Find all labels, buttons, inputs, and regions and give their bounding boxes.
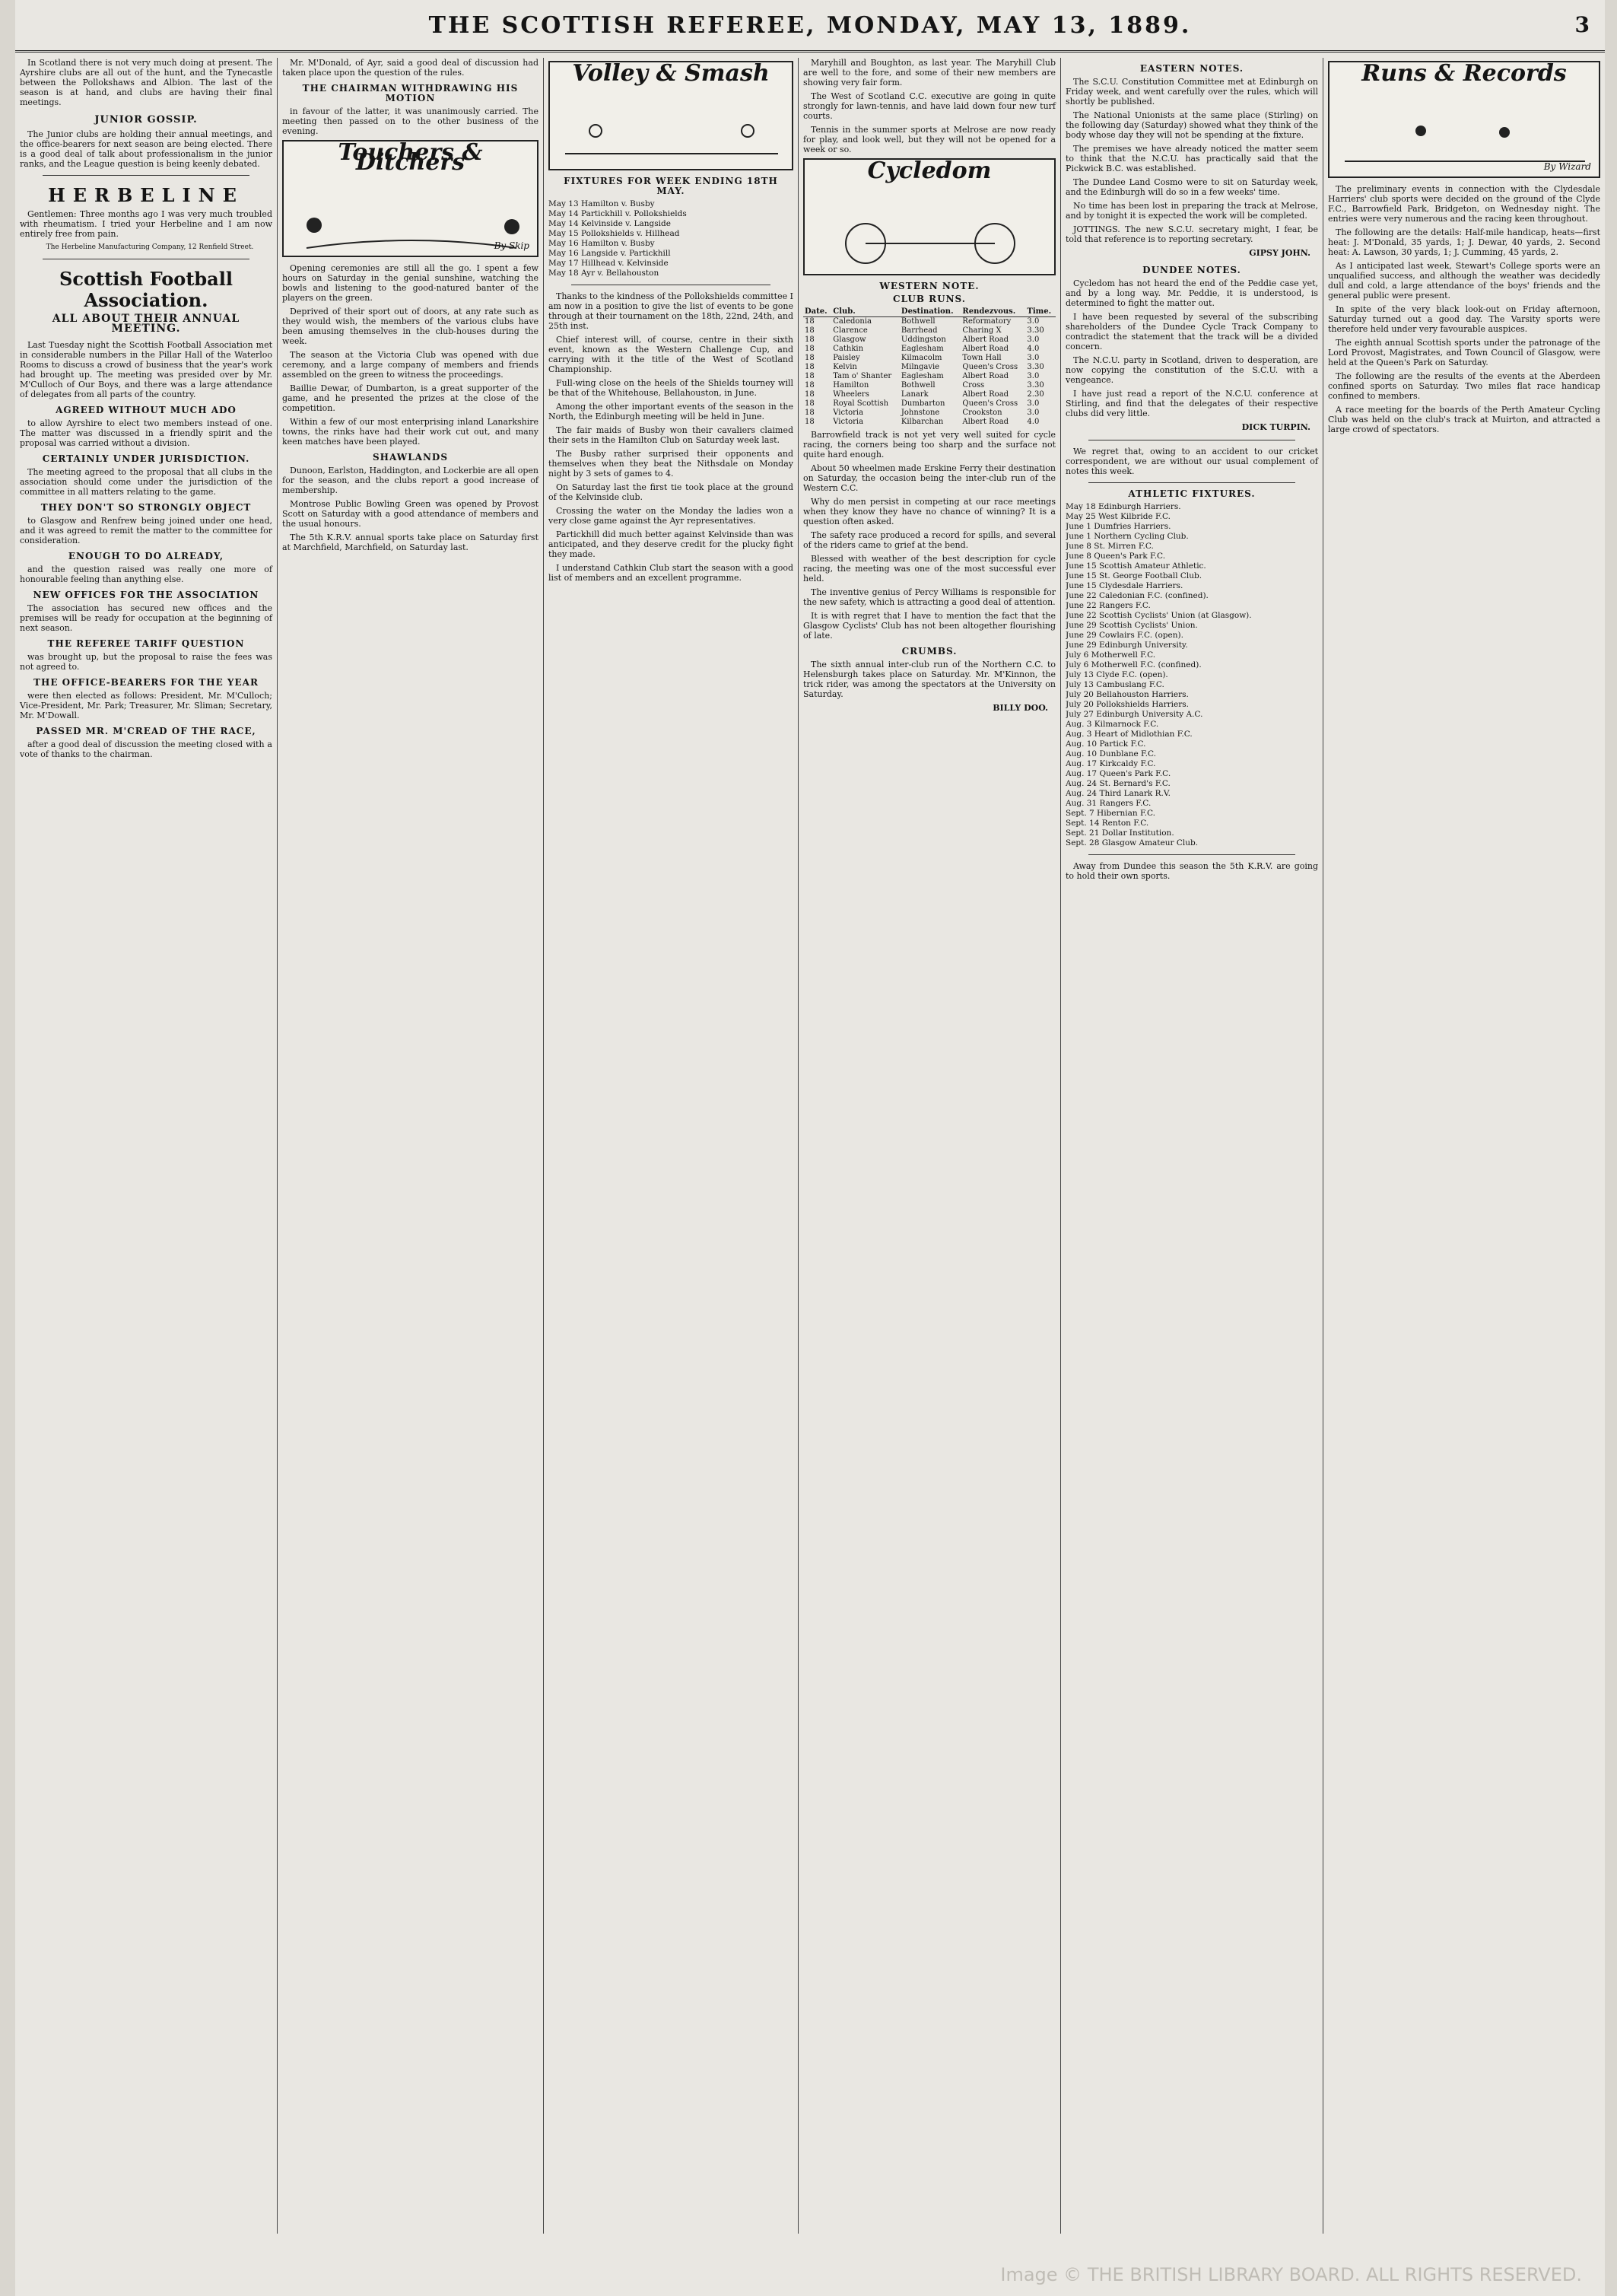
- paragraph: Maryhill and Boughton, as last year. The Maryhill Club are well to the fore, and some of their new members are showing very fair form.: [803, 58, 1056, 87]
- paragraph: Deprived of their sport out of doors, at any rate such as they would wish, the members of the various clubs have been amusing themselves in the club-houses during the week.: [282, 307, 538, 346]
- runner-head-sketch-1: [1415, 126, 1426, 136]
- section-heading: PASSED MR. M'CREAD OF THE RACE,: [36, 726, 256, 736]
- advert-signature: The Herbeline Manufacturing Company, 12 Renfield Street.: [46, 243, 254, 251]
- table-cell: 18: [805, 326, 815, 335]
- paragraph: Mr. M'Donald, of Ayr, said a good deal of discussion had taken place upon the question of the rules.: [282, 58, 538, 78]
- table-cell: 18: [805, 354, 815, 362]
- paragraph: Among the other important events of the season in the North, the Edinburgh meeting will be held in June.: [548, 402, 793, 421]
- paragraph: The eighth annual Scottish sports under the patronage of the Lord Provost, Magistrates, and Town Council of Glasgow, were held at the Queen's Park on Saturday.: [1328, 338, 1600, 367]
- table-cell: 2.30: [1027, 390, 1044, 399]
- fixture-item: Aug. 10 Dunblane F.C.: [1066, 749, 1157, 758]
- paragraph: A race meeting for the boards of the Perth Amateur Cycling Club was held on the club's track at Muirton, and attracted a large crowd of spectators.: [1328, 405, 1600, 434]
- runner-head-sketch-2: [1499, 127, 1510, 138]
- column-header: Club.: [831, 307, 900, 317]
- fixture-item: Aug. 3 Kilmarnock F.C.: [1066, 720, 1159, 729]
- illustration-title: Cycledom: [867, 158, 992, 184]
- paragraph: Montrose Public Bowling Green was opened by Provost Scott on Saturday with a good attendance of members and the usual honours.: [282, 499, 538, 529]
- fixture-item: Aug. 3 Heart of Midlothian F.C.: [1066, 730, 1193, 739]
- table-cell: Albert Road: [962, 335, 1009, 344]
- racquet-sketch-2: [742, 125, 754, 137]
- column-header: Time.: [1025, 307, 1056, 317]
- paragraph: Within a few of our most enterprising inland Lanarkshire towns, the rinks have had their work cut out, and many keen matches have been played.: [282, 417, 538, 447]
- table-heading: WESTERN NOTE.: [879, 281, 980, 291]
- fixture-item: July 6 Motherwell F.C. (confined).: [1066, 660, 1202, 669]
- paragraph: In spite of the very black look-out on Friday afternoon, Saturday turned out a good day. The Varsity sports were therefore held under very favourable auspices.: [1328, 304, 1600, 334]
- illustration-title: Runs & Records: [1361, 61, 1567, 87]
- paragraph: Cycledom has not heard the end of the Peddie case yet, and by a long way. Mr. Peddie, it is understood, is determined to fight the matter out.: [1066, 278, 1318, 308]
- table-row: [803, 381, 1056, 390]
- touchers-ditchers-illustration: [282, 140, 538, 257]
- fixture-item: June 15 St. George Football Club.: [1066, 571, 1202, 580]
- divider: [43, 175, 249, 176]
- fixture-item: May 25 West Kilbride F.C.: [1066, 512, 1171, 521]
- fixture-item: May 18 Edinburgh Harriers.: [1066, 502, 1181, 511]
- paragraph: to Glasgow and Renfrew being joined under one head, and it was agreed to remit the matter to the committee for consideration.: [20, 516, 272, 545]
- table-cell: Hamilton: [833, 381, 869, 390]
- article-headline: Scottish Football Association.: [59, 268, 233, 311]
- table-cell: 4.0: [1027, 418, 1040, 426]
- section-heading: DUNDEE NOTES.: [1142, 265, 1241, 275]
- table-cell: Eaglesham: [901, 372, 944, 380]
- fixture-item: June 22 Rangers F.C.: [1066, 601, 1151, 610]
- paragraph: Away from Dundee this season the 5th K.R.V. are going to hold their own sports.: [1066, 861, 1318, 881]
- paragraph: About 50 wheelmen made Erskine Ferry their destination on Saturday, the occasion being the inter-club run of the Western C.C.: [803, 463, 1056, 493]
- table-row: [803, 418, 1056, 427]
- section-heading: EASTERN NOTES.: [1139, 63, 1244, 74]
- paragraph: Barrowfield track is not yet very well suited for cycle racing, the corners being too sharp and the surface not quite hard enough.: [803, 430, 1056, 460]
- table-cell: 18: [805, 345, 815, 353]
- tennis-sketch: [550, 62, 793, 169]
- paragraph: and the question raised was really one more of honourable feeling than anything else.: [20, 564, 272, 584]
- paragraph: Tennis in the summer sports at Melrose are now ready for play, and look well, but they will not be opened for a week or so.: [803, 125, 1056, 154]
- table-cell: Albert Road: [962, 418, 1009, 426]
- fixture-item: May 14 Partickhill v. Pollokshields: [548, 209, 687, 218]
- masthead: [15, 8, 1605, 52]
- column-1: [15, 58, 278, 2234]
- fixture-item: Aug. 17 Kirkcaldy F.C.: [1066, 759, 1156, 768]
- paragraph: The following are the details: Half-mile handicap, heats—first heat: J. M'Donald, 35 yards, 1; J. Dewar, 40 yards, 2. Second heat: A. Lawson, 30 yards, 1; J. Cumming, 45 yards, 2.: [1328, 227, 1600, 257]
- paragraph: I have been requested by several of the subscribing shareholders of the Dundee Cycle Track Company to contradict the statement that the track will be a divided concern.: [1066, 312, 1318, 351]
- table-cell: 3.0: [1027, 399, 1040, 408]
- fixture-item: July 27 Edinburgh University A.C.: [1066, 710, 1203, 719]
- table-cell: Kilmacolm: [901, 354, 942, 362]
- fixture-item: May 16 Hamilton v. Busby: [548, 239, 655, 248]
- table-cell: 18: [805, 418, 815, 426]
- table-row: [803, 363, 1056, 372]
- fixture-item: June 29 Scottish Cyclists' Union.: [1066, 621, 1198, 630]
- columns: [15, 58, 1605, 2234]
- table-cell: 3.30: [1027, 326, 1044, 335]
- paragraph: Opening ceremonies are still all the go. I spent a few hours on Saturday in the genial sunshine, watching the bowls and listening to the good-natured banter of the players on the green.: [282, 263, 538, 303]
- volley-smash-illustration: [548, 61, 793, 170]
- bowl-sketch-1: [307, 218, 322, 233]
- table-cell: 3.0: [1027, 317, 1040, 326]
- table-cell: 3.0: [1027, 335, 1040, 344]
- paragraph: after a good deal of discussion the meeting closed with a vote of thanks to the chairman.: [20, 739, 272, 759]
- paragraph: JOTTINGS. The new S.C.U. secretary might, I fear, be told that reference is to reporting secretary.: [1066, 224, 1318, 244]
- column-header: Destination.: [900, 307, 961, 317]
- fixture-item: June 22 Caledonian F.C. (confined).: [1066, 591, 1209, 600]
- fixture-item: June 29 Edinburgh University.: [1066, 641, 1188, 650]
- table-cell: 3.0: [1027, 354, 1040, 362]
- paragraph: Dunoon, Earlston, Haddington, and Lockerbie are all open for the season, and the clubs report a good increase of membership.: [282, 466, 538, 495]
- fixture-item: June 29 Cowlairs F.C. (open).: [1066, 631, 1183, 640]
- paragraph: No time has been lost in preparing the track at Melrose, and by tonight it is expected the work will be completed.: [1066, 201, 1318, 221]
- table-cell: 18: [805, 363, 815, 371]
- table-row: [803, 354, 1056, 363]
- fixture-item: May 17 Hillhead v. Kelvinside: [548, 259, 669, 268]
- table-cell: 18: [805, 381, 815, 390]
- fixture-item: Aug. 24 St. Bernard's F.C.: [1066, 779, 1171, 788]
- article-subheading: ALL ABOUT THEIR ANNUAL MEETING.: [52, 313, 240, 335]
- table-row: [803, 335, 1056, 345]
- fixture-item: June 22 Scottish Cyclists' Union (at Glasgow).: [1066, 611, 1252, 620]
- column-5: [1061, 58, 1323, 2234]
- section-heading: CERTAINLY UNDER JURISDICTION.: [42, 453, 250, 464]
- paragraph: Blessed with weather of the best description for cycle racing, the meeting was one of the most successful ever held.: [803, 554, 1056, 584]
- paragraph: Chief interest will, of course, centre in their sixth event, known as the Western Challenge Cup, and carrying with it the title of the West of Scotland Championship.: [548, 335, 793, 374]
- table-cell: Clarence: [833, 326, 868, 335]
- paragraph: Crossing the water on the Monday the ladies won a very close game against the Ayr representatives.: [548, 506, 793, 526]
- paragraph: As I anticipated last week, Stewart's College sports were an unqualified success, and although the weather was decidedly dull and cold, a large attendance of the boys' friends and the general public were present.: [1328, 261, 1600, 301]
- table-row: [803, 372, 1056, 381]
- table-cell: Dumbarton: [901, 399, 945, 408]
- cycling-sketch: [805, 160, 1056, 274]
- table-cell: 3.30: [1027, 381, 1044, 390]
- paragraph: Baillie Dewar, of Dumbarton, is a great supporter of the game, and he presented the prizes at the close of the competition.: [282, 383, 538, 413]
- table-cell: Victoria: [833, 409, 864, 417]
- table-row: [803, 390, 1056, 399]
- column-4: [799, 58, 1061, 2234]
- paragraph: The West of Scotland C.C. executive are going in quite strongly for lawn-tennis, and have laid down four new turf courts.: [803, 91, 1056, 121]
- page-number: 3: [1574, 12, 1590, 37]
- runners-sketch: [1329, 62, 1600, 176]
- table-cell: Uddingston: [901, 335, 946, 344]
- tennis-fixtures-list: [548, 199, 793, 278]
- table-cell: 18: [805, 409, 815, 417]
- paragraph: The 5th K.R.V. annual sports take place on Saturday first at Marchfield, Marchfield, on Saturday last.: [282, 533, 538, 552]
- byline-signature: GIPSY JOHN.: [1249, 248, 1310, 258]
- paragraph: Partickhill did much better against Kelvinside than was anticipated, and they deserve credit for the plucky fight they made.: [548, 529, 793, 559]
- table-cell: Albert Road: [962, 345, 1009, 353]
- paragraph: in favour of the latter, it was unanimously carried. The meeting then passed on to the other business of the evening.: [282, 107, 538, 136]
- table-row: [803, 409, 1056, 418]
- fixture-item: Sept. 14 Renton F.C.: [1066, 819, 1149, 828]
- column-3: [544, 58, 799, 2234]
- column-header: Date.: [803, 307, 831, 317]
- runs-records-illustration: [1328, 61, 1600, 178]
- table-cell: Victoria: [833, 418, 864, 426]
- fixture-item: July 20 Bellahouston Harriers.: [1066, 690, 1189, 699]
- fixture-item: May 13 Hamilton v. Busby: [548, 199, 655, 208]
- column-2: [278, 58, 544, 2234]
- table-cell: Charing X: [962, 326, 1002, 335]
- fixture-item: July 13 Cambuslang F.C.: [1066, 680, 1164, 689]
- section-heading: CRUMBS.: [901, 646, 958, 657]
- paragraph: I understand Cathkin Club start the season with a good list of members and an excellent programme.: [548, 563, 793, 583]
- fixture-item: June 8 Queen's Park F.C.: [1066, 552, 1166, 561]
- club-runs-table: [803, 307, 1056, 427]
- section-heading: THEY DON'T SO STRONGLY OBJECT: [40, 502, 252, 513]
- section-heading: AGREED WITHOUT MUCH ADO: [56, 405, 237, 415]
- green-line-sketch: [307, 240, 516, 248]
- illustration-byline: By Wizard: [1543, 161, 1591, 172]
- section-heading: ENOUGH TO DO ALREADY,: [68, 551, 224, 561]
- table-cell: Albert Road: [962, 390, 1009, 399]
- table-cell: 18: [805, 372, 815, 380]
- masthead-title: THE SCOTTISH REFEREE, MONDAY, MAY 13, 1889.: [428, 12, 1192, 39]
- illustration-title: Volley & Smash: [572, 61, 770, 87]
- paragraph: The safety race produced a record for spills, and several of the riders came to grief at the bend.: [803, 530, 1056, 550]
- table-cell: Caledonia: [833, 317, 872, 326]
- fixture-item: Sept. 7 Hibernian F.C.: [1066, 809, 1155, 818]
- table-cell: 3.0: [1027, 409, 1040, 417]
- table-subheading: CLUB RUNS.: [893, 294, 966, 304]
- paragraph: The Junior clubs are holding their annual meetings, and the office-bearers for next season are being elected. There is a good deal of talk about professionalism in the junior ranks, and the League question is being keenly debated.: [20, 129, 272, 169]
- column-header: Rendezvous.: [961, 307, 1025, 317]
- table-cell: Bothwell: [901, 381, 936, 390]
- paragraph: The association has secured new offices and the premises will be ready for occupation at the beginning of next season.: [20, 603, 272, 633]
- cycledom-illustration: [803, 158, 1056, 275]
- table-row: [803, 326, 1056, 335]
- table-cell: Queen's Cross: [962, 363, 1018, 371]
- paragraph: to allow Ayrshire to elect two members instead of one. The matter was discussed in a friendly spirit and the proposal was carried without a division.: [20, 418, 272, 448]
- paragraph: The Busby rather surprised their opponents and themselves when they beat the Nithsdale on Monday night by 3 sets of games to 4.: [548, 449, 793, 479]
- paragraph: The S.C.U. Constitution Committee met at Edinburgh on Friday week, and went carefully over the rules, which will shortly be published.: [1066, 77, 1318, 107]
- illustration-title: Touchers & Ditchers: [338, 140, 483, 176]
- fixture-item: May 16 Langside v. Partickhill: [548, 249, 671, 258]
- table-cell: Glasgow: [833, 335, 866, 344]
- illustration-byline: By Skip: [494, 240, 529, 251]
- bowling-sketch: [284, 142, 538, 256]
- byline-signature: BILLY DOO.: [993, 703, 1048, 713]
- table-cell: Bothwell: [901, 317, 936, 326]
- paragraph: We regret that, owing to an accident to our cricket correspondent, we are without our usual complement of notes this week.: [1066, 447, 1318, 476]
- table-row: [803, 345, 1056, 354]
- paragraph: The season at the Victoria Club was opened with due ceremony, and a large company of members and friends assembled on the green to witness the proceedings.: [282, 350, 538, 380]
- fixture-item: May 15 Pollokshields v. Hillhead: [548, 229, 680, 238]
- section-heading: JUNIOR GOSSIP.: [94, 114, 198, 126]
- paragraph: The Dundee Land Cosmo were to sit on Saturday week, and the Edinburgh will do so in a few weeks' time.: [1066, 177, 1318, 197]
- fixture-item: June 1 Northern Cycling Club.: [1066, 532, 1189, 541]
- fixture-item: June 15 Clydesdale Harriers.: [1066, 581, 1183, 590]
- table-cell: Tam o' Shanter: [833, 372, 892, 380]
- section-heading: THE OFFICE-BEARERS FOR THE YEAR: [33, 677, 259, 688]
- table-cell: 18: [805, 335, 815, 344]
- table-cell: 18: [805, 317, 815, 326]
- paragraph: The fair maids of Busby won their cavaliers claimed their sets in the Hamilton Club on Saturday week last.: [548, 425, 793, 445]
- table-cell: Crookston: [962, 409, 1002, 417]
- fixture-item: June 8 St. Mirren F.C.: [1066, 542, 1154, 551]
- fixture-item: Aug. 17 Queen's Park F.C.: [1066, 769, 1171, 778]
- paragraph: On Saturday last the first tie took place at the ground of the Kelvinside club.: [548, 482, 793, 502]
- table-cell: Johnstone: [901, 409, 940, 417]
- paragraph: The inventive genius of Percy Williams is responsible for the new safety, which is attracting a good deal of attention.: [803, 587, 1056, 607]
- fixture-item: Aug. 24 Third Lanark R.V.: [1066, 789, 1171, 798]
- paragraph: was brought up, but the proposal to raise the fees was not agreed to.: [20, 652, 272, 672]
- table-cell: Queen's Cross: [962, 399, 1018, 408]
- table-cell: Kelvin: [833, 363, 857, 371]
- table-cell: Town Hall: [962, 354, 1002, 362]
- athletic-fixtures-list: [1066, 502, 1318, 848]
- table-cell: Cathkin: [833, 345, 864, 353]
- fixture-item: June 15 Scottish Amateur Athletic.: [1066, 561, 1206, 571]
- paragraph: Full-wing close on the heels of the Shields tourney will be that of the Whitehouse, Bellahouston, in June.: [548, 378, 793, 398]
- paragraph: The N.C.U. party in Scotland, driven to desperation, are now copying the constitution of the S.C.U. with a vengeance.: [1066, 355, 1318, 385]
- paragraph: The preliminary events in connection with the Clydesdale Harriers' club sports were decided on the ground of the Clyde F.C., Barrowfield Park, Bridgeton, on Wednesday night. The entries were very numerous and the racing keen throughout.: [1328, 184, 1600, 224]
- paragraph: It is with regret that I have to mention the fact that the Glasgow Cyclists' Club has not been altogether flourishing of late.: [803, 611, 1056, 641]
- table-body: [803, 317, 1056, 428]
- fixtures-heading: ATHLETIC FIXTURES.: [1128, 488, 1256, 499]
- newspaper-page: [15, 0, 1605, 2296]
- table-header-row: [803, 307, 1056, 317]
- fixture-item: Aug. 31 Rangers F.C.: [1066, 799, 1152, 808]
- table-cell: Royal Scottish: [833, 399, 889, 408]
- table-cell: Wheelers: [833, 390, 869, 399]
- fixture-item: Aug. 10 Partick F.C.: [1066, 739, 1146, 749]
- section-heading: THE REFEREE TARIFF QUESTION: [47, 638, 245, 649]
- table-cell: Cross: [962, 381, 985, 390]
- paragraph: The meeting agreed to the proposal that all clubs in the association should come under the jurisdiction of the committee in all matters relating to the game.: [20, 467, 272, 497]
- section-heading: NEW OFFICES FOR THE ASSOCIATION: [33, 590, 259, 600]
- table-cell: Paisley: [833, 354, 860, 362]
- fixture-item: July 6 Motherwell F.C.: [1066, 650, 1156, 660]
- divider: [1088, 854, 1295, 855]
- fixture-item: July 13 Clyde F.C. (open).: [1066, 670, 1168, 679]
- paragraph: were then elected as follows: President, Mr. M'Culloch; Vice-President, Mr. Park; Treasurer, Mr. Sliman; Secretary, Mr. M'Dowall.: [20, 691, 272, 720]
- paragraph: The premises we have already noticed the matter seem to think that the N.C.U. has practically said that the Pickwick B.C. was established.: [1066, 144, 1318, 173]
- table-row: [803, 399, 1056, 409]
- byline-signature: DICK TURPIN.: [1241, 422, 1310, 432]
- fixture-item: July 20 Pollokshields Harriers.: [1066, 700, 1189, 709]
- paragraph: The National Unionists at the same place (Stirling) on the following day (Saturday) showed what they think of the body whose day they will not be spending at the fixture.: [1066, 110, 1318, 140]
- fixture-item: Sept. 28 Glasgow Amateur Club.: [1066, 838, 1199, 847]
- table-cell: Reformatory: [962, 317, 1012, 326]
- fixture-item: June 1 Dumfries Harriers.: [1066, 522, 1171, 531]
- paragraph: The following are the results of the events at the Aberdeen confined sports on Saturday. Two miles flat race handicap confined to members.: [1328, 371, 1600, 401]
- paragraph: The sixth annual inter-club run of the Northern C.C. to Helensburgh takes place on Saturday. Mr. M'Kinnon, the trick rider, was among the spectators at the University on Saturday.: [803, 660, 1056, 699]
- table-cell: 18: [805, 399, 815, 408]
- racquet-sketch-1: [589, 125, 602, 137]
- fixture-item: May 18 Ayr v. Bellahouston: [548, 269, 659, 278]
- copyright-footer: Image © THE BRITISH LIBRARY BOARD. ALL RIGHTS RESERVED.: [1000, 2264, 1582, 2285]
- fixture-item: Sept. 21 Dollar Institution.: [1066, 828, 1174, 838]
- table-cell: Kilbarchan: [901, 418, 944, 426]
- table-cell: 18: [805, 390, 815, 399]
- table-cell: 3.30: [1027, 363, 1044, 371]
- table-cell: Lanark: [901, 390, 929, 399]
- table-cell: Milngavie: [901, 363, 940, 371]
- advert-heading: HERBELINE: [48, 184, 244, 206]
- paragraph: Last Tuesday night the Scottish Football Association met in considerable numbers in the Pillar Hall of the Waterloo Rooms to discuss a crowd of business that the year's work had brought up. The meeting was presided over by Mr. M'Culloch of Our Boys, and there was a large attendance of delegates from all parts of the country.: [20, 340, 272, 399]
- table-cell: Eaglesham: [901, 345, 944, 353]
- column-6: [1323, 58, 1605, 2234]
- fixture-item: May 14 Kelvinside v. Langside: [548, 219, 671, 228]
- table-cell: Albert Road: [962, 372, 1009, 380]
- paragraph: In Scotland there is not very much doing at present. The Ayrshire clubs are all out of the hunt, and the Tynecastle between the Pollokshaws and Albion. The last of the season is at hand, and clubs are having their final meetings.: [20, 58, 272, 107]
- bowl-sketch-2: [504, 219, 519, 234]
- table-cell: Barrhead: [901, 326, 938, 335]
- paragraph: I have just read a report of the N.C.U. conference at Stirling, and find that the delegates of their respective clubs did very little.: [1066, 389, 1318, 418]
- section-heading: SHAWLANDS: [373, 452, 448, 463]
- section-heading: THE CHAIRMAN WITHDRAWING HIS MOTION: [302, 83, 519, 103]
- paragraph: Thanks to the kindness of the Pollokshields committee I am now in a position to give the list of events to be gone through at their tournament on the 18th, 22nd, 24th, and 25th inst.: [548, 291, 793, 331]
- table-cell: 3.0: [1027, 372, 1040, 380]
- advert-body: Gentlemen: Three months ago I was very much troubled with rheumatism. I tried your Herbeline and I am now entirely free from pain.: [20, 209, 272, 239]
- paragraph: Why do men persist in competing at our race meetings when they know they have no chance of winning? It is a question often asked.: [803, 497, 1056, 526]
- fixtures-heading: FIXTURES FOR WEEK ENDING 18TH MAY.: [564, 176, 778, 196]
- table-cell: 4.0: [1027, 345, 1040, 353]
- divider: [1088, 482, 1295, 483]
- table-row: [803, 317, 1056, 327]
